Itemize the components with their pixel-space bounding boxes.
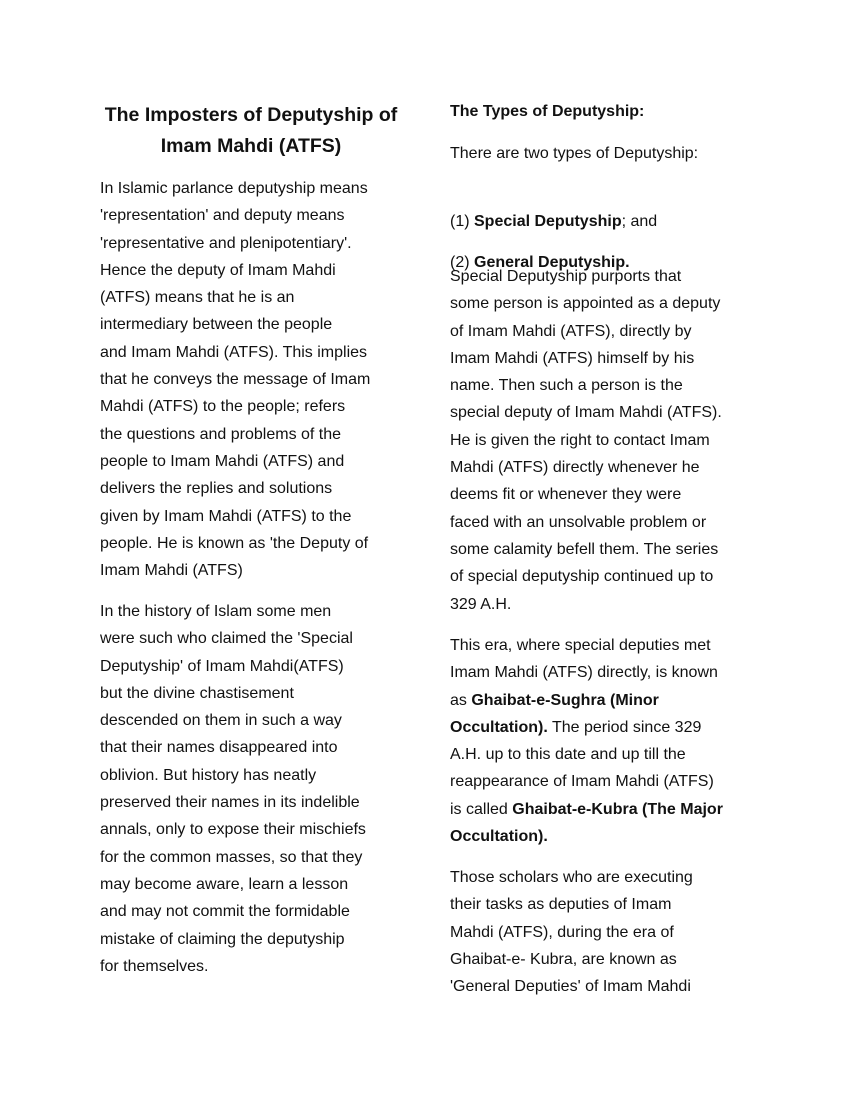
era-text-c: The period since 329 A.H. up to this date and up till the reappearance of Imam Mahdi (ATFS) is called <box>450 718 714 818</box>
right-paragraph-scholars: Those scholars who are executing their tasks as deputies of Imam Mahdi (ATFS), during the era of Ghaibat-e- Kubra, are known as 'General Deputies' of Imam Mahdi <box>450 869 693 996</box>
page-title: The Imposters of Deputyship of Imam Mahdi (ATFS) <box>104 104 398 157</box>
item1-prefix: (1) <box>450 213 474 231</box>
right-paragraph-era <box>450 632 770 850</box>
right-paragraph-special: Special Deputyship purports that some person is appointed as a deputy of Imam Mahdi (ATFS), directly by Imam Mahdi (ATFS) himself by his name. Then such a person is the special deputy of Imam Mahdi (ATFS). He is given the right to contact Imam Mahdi (ATFS) directly whenever he deems fit or whenever they were faced with an unsolvable problem or some calamity befell them. The series of special deputyship continued up to 329 A.H. <box>450 268 722 613</box>
era-term-sughra: Ghaibat-e-Sughra (Minor Occultation). <box>450 691 659 736</box>
item2-term: General Deputyship. <box>474 254 630 272</box>
item2-prefix: (2) <box>450 254 474 272</box>
era-text-a: This era, where special deputies met Imam Mahdi (ATFS) directly, is known as <box>450 637 718 709</box>
era-term-kubra: Ghaibat-e-Kubra (The Major Occultation). <box>450 800 723 846</box>
types-intro: There are two types of Deputyship: <box>450 145 699 162</box>
item1-suffix: ; and <box>621 213 658 231</box>
item1-term: Special Deputyship <box>474 213 622 231</box>
left-paragraph-definition: In Islamic parlance deputyship means 'representation' and deputy means 'representative and plenipotentiary'. Hence the deputy of Imam Mahdi (ATFS) means that he is an intermediary between the people and Imam Mahdi (ATFS). This implies that he conveys the message of Imam Mahdi (ATFS) to the people; refers the questions and problems of the people to Imam Mahdi (ATFS) and delivers the replies and solutions given by Imam Mahdi (ATFS) to the people. He is known as 'the Deputy of Imam Mahdi (ATFS) <box>100 180 371 580</box>
left-paragraph-history: In the history of Islam some men were such who claimed the 'Special Deputyship' of Imam Mahdi(ATFS) but the divine chastisement descended on them in such a way that their names disappeared into oblivion. But history has neatly preserved their names in its indelible annals, only to expose their mischiefs for the common masses, so that they may become aware, learn a lesson and may not commit the formidable mistake of claiming the deputyship for themselves. <box>100 603 366 975</box>
types-heading: The Types of Deputyship: <box>450 103 645 120</box>
